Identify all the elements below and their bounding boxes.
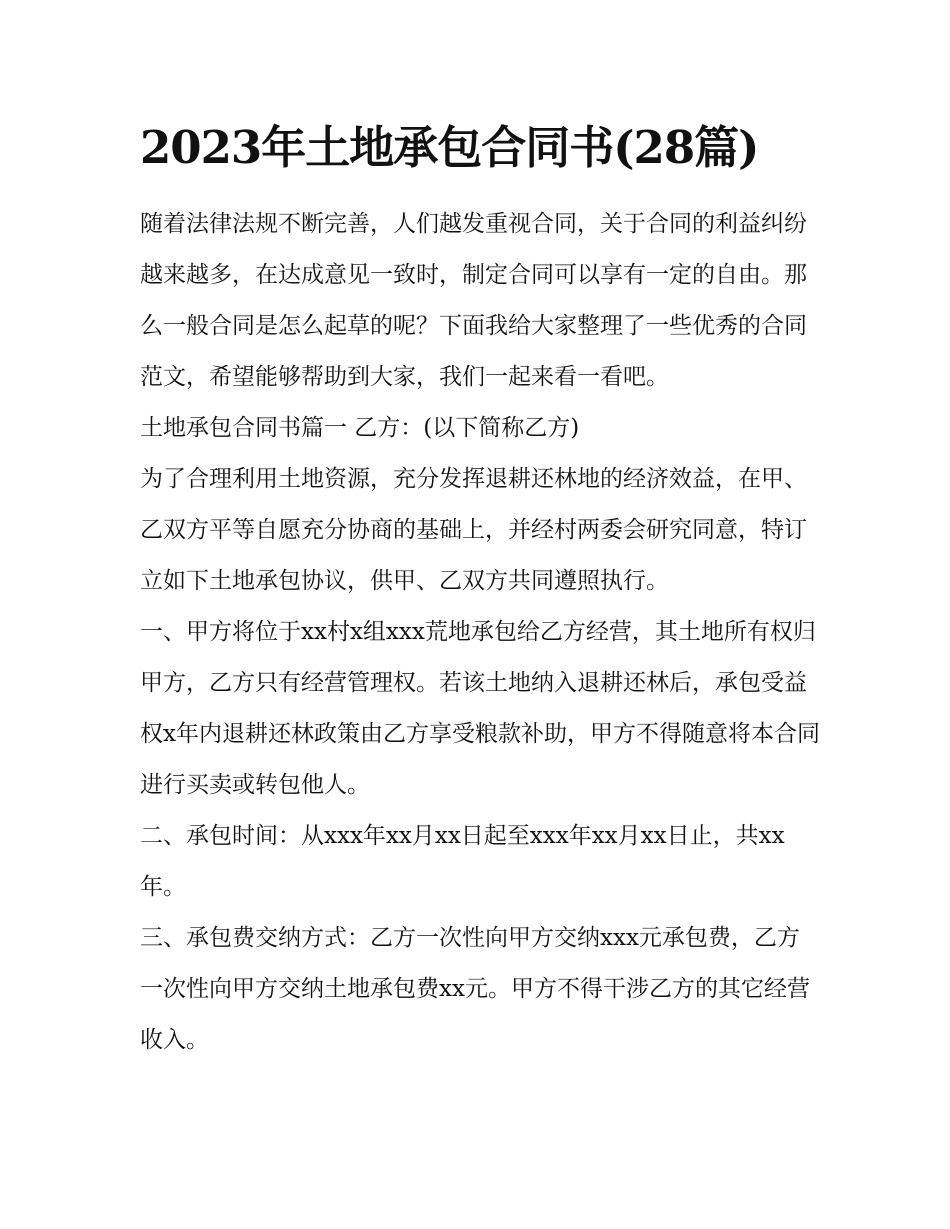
paragraph-intro: 随着法律法规不断完善，人们越发重视合同，关于合同的利益纠纷越来越多，在达成意见一致时，制定合同可以享有一定的自由。那么一般合同是怎么起草的呢？下面我给大家整理了一些优秀的合同范文，希望能够帮助到大家，我们一起来看一看吧。 bbox=[140, 211, 807, 390]
paragraph-clause-1: 一、甲方将位于xx村x组xxx荒地承包给乙方经营，其土地所有权归甲方，乙方只有经营管理权。若该土地纳入退耕还林后，承包受益权x年内退耕还林政策由乙方享受粮款补助，甲方不得随意将本合同进行买卖或转包他人。 bbox=[140, 619, 820, 798]
paragraph-section-heading: 土地承包合同书篇一 乙方：(以下简称乙方) bbox=[140, 415, 580, 441]
paragraph-preamble: 为了合理利用土地资源，充分发挥退耕还林地的经济效益，在甲、乙双方平等自愿充分协商的基础上，并经村两委会研究同意，特订立如下土地承包协议，供甲、乙双方共同遵照执行。 bbox=[140, 466, 807, 594]
paragraph-clause-3: 三、承包费交纳方式：乙方一次性向甲方交纳xxx元承包费，乙方一次性向甲方交纳土地承包费xx元。甲方不得干涉乙方的其它经营收入。 bbox=[140, 925, 810, 1053]
document-body bbox=[140, 199, 820, 1066]
paragraph-clause-2: 二、承包时间：从xxx年xx月xx日起至xxx年xx月xx日止，共xx年。 bbox=[140, 823, 785, 900]
document-title: 2023年土地承包合同书(28篇) bbox=[140, 121, 759, 174]
